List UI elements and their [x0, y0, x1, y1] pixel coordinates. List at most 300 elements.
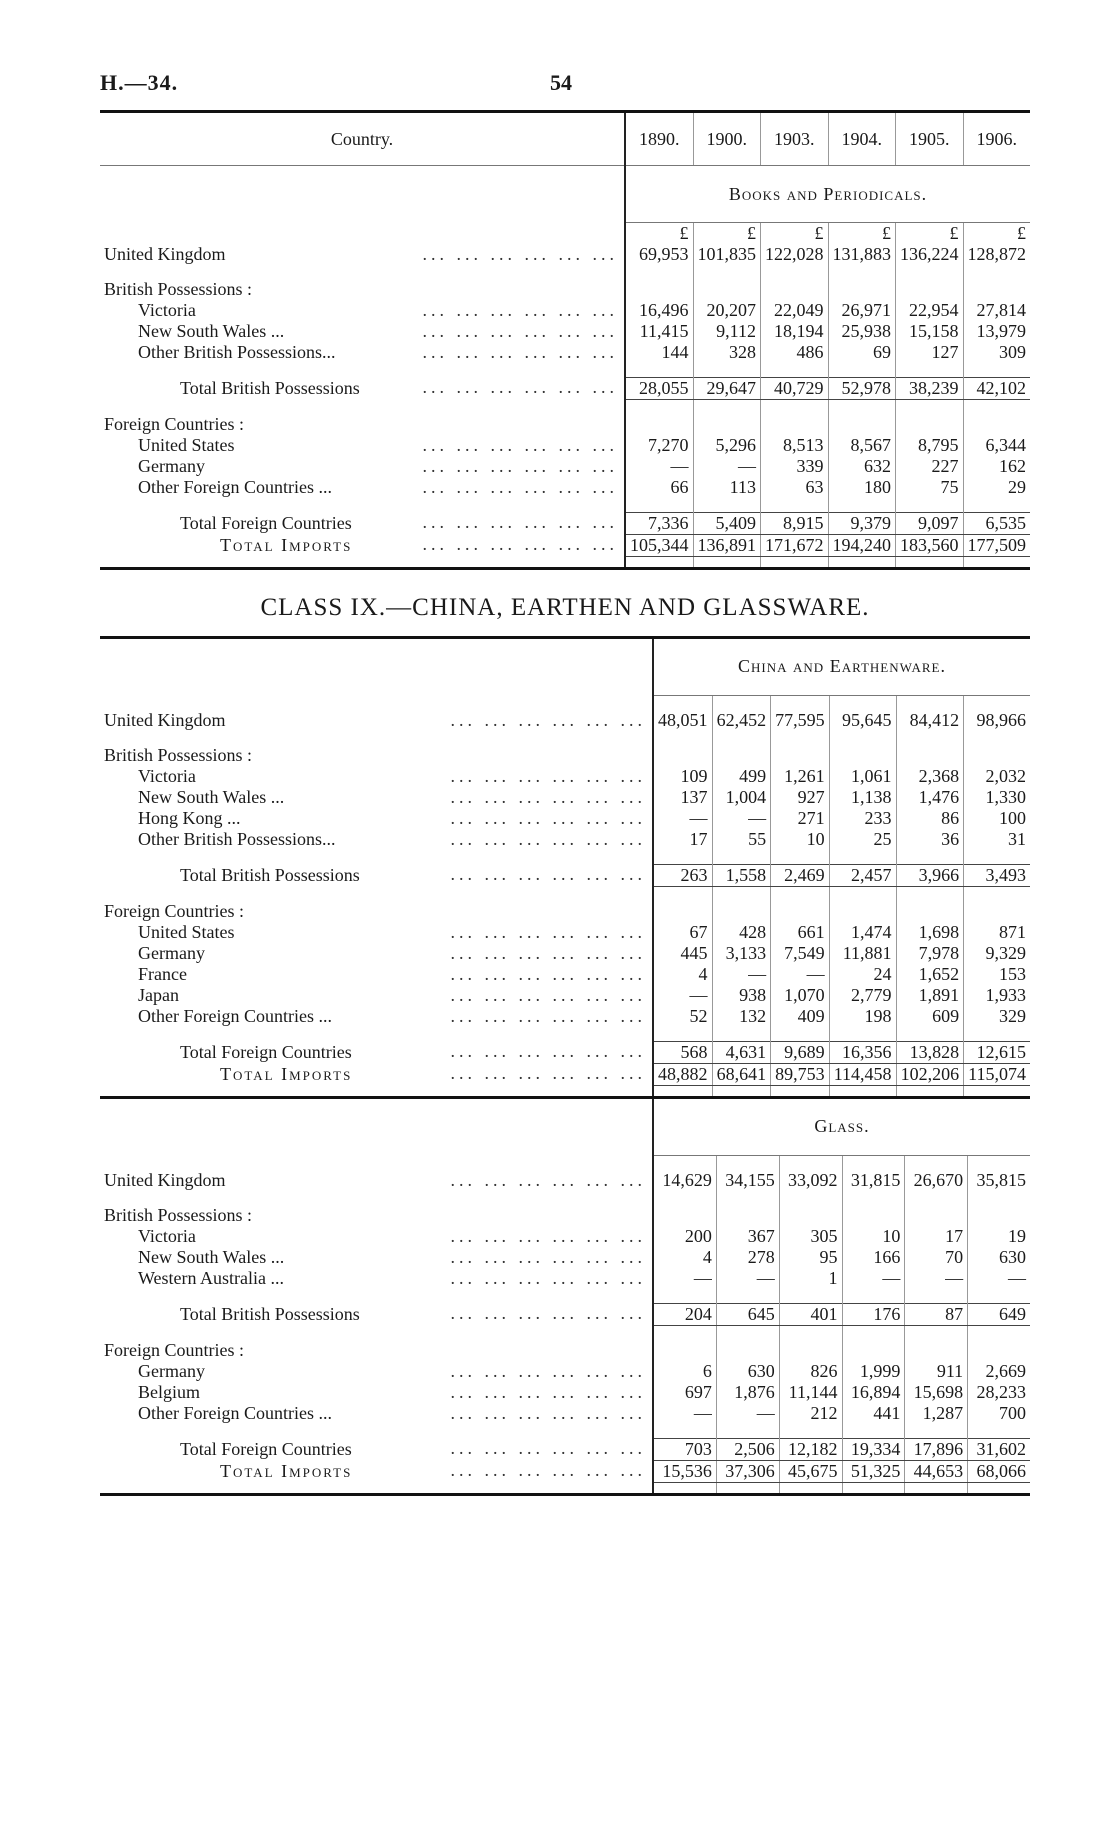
value-cell: 9,112 [693, 321, 761, 342]
value-cell: — [771, 964, 830, 985]
spacer-cell [100, 363, 625, 378]
value-cell: 630 [716, 1361, 779, 1382]
leader-dots: ... ... ... ... ... ... [450, 1169, 646, 1190]
value-cell: 40,729 [761, 377, 829, 399]
value-cell: 2,368 [896, 766, 964, 787]
rule-cell [829, 1085, 896, 1097]
leader-dots: ... ... ... ... ... ... [422, 377, 618, 397]
value-cell: 1,474 [829, 922, 896, 943]
value-cell: 84,412 [896, 710, 964, 731]
spacer-cell [761, 498, 829, 513]
value-cell: 177,509 [963, 534, 1030, 556]
spacer-cell [896, 1027, 964, 1042]
leader-dots: ... ... ... ... ... ... [450, 984, 646, 1005]
spacer-cell [653, 731, 712, 745]
spacer-cell [964, 731, 1030, 745]
spacer-cell [829, 1027, 896, 1042]
spacer-row [100, 399, 1030, 414]
value-cell: 144 [625, 342, 693, 363]
row-label-cell [100, 864, 653, 886]
value-cell: 309 [963, 342, 1030, 363]
table-row [100, 512, 1030, 534]
empty-cell [779, 1205, 842, 1226]
empty-cell [829, 745, 896, 766]
spacer-cell [625, 265, 693, 279]
value-cell: 7,549 [771, 943, 830, 964]
value-cell: 35,815 [968, 1170, 1030, 1191]
spacer-cell [896, 399, 964, 414]
row-label: Foreign Countries : [104, 414, 250, 434]
spacer-cell [829, 695, 896, 710]
group-heading [100, 414, 625, 435]
spacer-cell [829, 731, 896, 745]
spacer-cell [716, 1191, 779, 1205]
glass-table [100, 1099, 1030, 1496]
value-cell: 441 [842, 1403, 905, 1424]
table-row [100, 1403, 1030, 1424]
row-label-cell [100, 1438, 653, 1460]
spacer-cell [100, 265, 625, 279]
row-label-cell [100, 1382, 653, 1403]
empty-cell [829, 901, 896, 922]
rule-cell [625, 556, 693, 568]
value-cell: 1,476 [896, 787, 964, 808]
value-cell: 69 [828, 342, 896, 363]
spacer-cell [693, 363, 761, 378]
value-cell: 100 [964, 808, 1030, 829]
value-cell: 409 [771, 1006, 830, 1027]
table-row [100, 1006, 1030, 1027]
spacer-row [100, 265, 1030, 279]
row-label-cell [100, 300, 625, 321]
spacer-cell [964, 886, 1030, 901]
value-cell: 11,881 [829, 943, 896, 964]
leader-dots: ... ... ... ... ... ... [450, 942, 646, 963]
spacer-cell [905, 1325, 968, 1340]
value-cell: 127 [896, 342, 964, 363]
empty-cell [771, 745, 830, 766]
spacer-cell [968, 1325, 1030, 1340]
row-label: Western Australia ... [138, 1268, 290, 1288]
value-cell: 11,144 [779, 1382, 842, 1403]
closing-rule-row [100, 1085, 1030, 1097]
table-row [100, 477, 1030, 498]
spacer-cell [963, 498, 1030, 513]
row-label: Total Imports [220, 535, 358, 555]
table-row [100, 244, 1030, 265]
spacer-cell [968, 1155, 1030, 1170]
value-cell: 132 [712, 1006, 771, 1027]
table-row [100, 1226, 1030, 1247]
value-cell: 68,641 [712, 1063, 771, 1085]
spacer-cell [896, 498, 964, 513]
table-row [100, 829, 1030, 850]
value-cell: 200 [653, 1226, 716, 1247]
spacer-cell [779, 1289, 842, 1304]
value-cell: 661 [771, 922, 830, 943]
value-cell: 33,092 [779, 1170, 842, 1191]
value-cell: 938 [712, 985, 771, 1006]
value-cell: 339 [761, 456, 829, 477]
spacer-cell [716, 1289, 779, 1304]
spacer-cell [100, 1027, 653, 1042]
group-heading-row [100, 279, 1030, 300]
section-title-row [100, 166, 1030, 223]
row-label: British Possessions : [104, 745, 258, 765]
row-label: Victoria [138, 300, 202, 320]
row-label-cell [100, 342, 625, 363]
spacer-row [100, 498, 1030, 513]
leader-dots: ... ... ... ... ... ... [450, 807, 646, 828]
value-cell: 1,876 [716, 1382, 779, 1403]
row-label-cell [100, 1170, 653, 1191]
row-label-cell [100, 1006, 653, 1027]
spacer-cell [100, 731, 653, 745]
spacer-cell [829, 886, 896, 901]
value-cell: 4,631 [712, 1041, 771, 1063]
value-cell: 52 [653, 1006, 712, 1027]
value-cell: 19,334 [842, 1438, 905, 1460]
table-row [100, 922, 1030, 943]
row-label: France [138, 964, 193, 984]
closing-rule-row [100, 1482, 1030, 1494]
empty-cell [842, 1340, 905, 1361]
leader-dots: ... ... ... ... ... ... [450, 1225, 646, 1246]
value-cell: 37,306 [716, 1460, 779, 1482]
country-column-header: Country. [100, 112, 625, 166]
table-row [100, 377, 1030, 399]
value-cell: 51,325 [842, 1460, 905, 1482]
empty-cell [761, 414, 829, 435]
spacer-cell [964, 850, 1030, 865]
value-cell: 24 [829, 964, 896, 985]
value-cell: 9,097 [896, 512, 964, 534]
value-cell: 22,954 [896, 300, 964, 321]
row-label-cell [100, 477, 625, 498]
value-cell: 25 [829, 829, 896, 850]
value-cell: 4 [653, 964, 712, 985]
value-cell: 8,567 [828, 435, 896, 456]
table-row [100, 710, 1030, 731]
value-cell: 1,558 [712, 864, 771, 886]
value-cell: 128,872 [963, 244, 1030, 265]
row-label: Belgium [138, 1382, 206, 1402]
spacer-row [100, 1424, 1030, 1439]
value-cell: 329 [964, 1006, 1030, 1027]
section-title-row [100, 639, 1030, 696]
value-cell: — [716, 1403, 779, 1424]
value-cell: 271 [771, 808, 830, 829]
currency-row [100, 223, 1030, 244]
rule-cell [968, 1482, 1030, 1494]
empty-cell [968, 1340, 1030, 1361]
value-cell: 428 [712, 922, 771, 943]
rule-cell [653, 1482, 716, 1494]
group-heading [100, 1340, 653, 1361]
spacer-cell [842, 1289, 905, 1304]
value-cell: 48,051 [653, 710, 712, 731]
spacer-cell [905, 1424, 968, 1439]
currency-symbol: £ [761, 223, 829, 244]
row-label: Total Imports [220, 1461, 358, 1481]
value-cell: 1,999 [842, 1361, 905, 1382]
value-cell: 15,698 [905, 1382, 968, 1403]
value-cell: 1 [779, 1268, 842, 1289]
row-label-cell [100, 1268, 653, 1289]
empty-cell [896, 745, 964, 766]
group-heading-row [100, 1340, 1030, 1361]
spacer-cell [100, 695, 653, 710]
group-heading [100, 279, 625, 300]
rule-cell [842, 1482, 905, 1494]
table-row [100, 964, 1030, 985]
leader-dots: ... ... ... ... ... ... [422, 455, 618, 476]
value-cell: 67 [653, 922, 712, 943]
value-cell: 16,496 [625, 300, 693, 321]
value-cell: 204 [653, 1303, 716, 1325]
spacer-row [100, 731, 1030, 745]
table-row [100, 1438, 1030, 1460]
row-label: Germany [138, 1361, 211, 1381]
row-label-cell [100, 922, 653, 943]
group-heading-row [100, 901, 1030, 922]
value-cell: 115,074 [964, 1063, 1030, 1085]
value-cell: 632 [828, 456, 896, 477]
currency-symbol: £ [896, 223, 964, 244]
rule-cell [896, 556, 964, 568]
spacer-row [100, 886, 1030, 901]
spacer-cell [716, 1424, 779, 1439]
spacer-cell [779, 1155, 842, 1170]
value-cell: 153 [964, 964, 1030, 985]
spacer-row [100, 695, 1030, 710]
spacer-cell [842, 1325, 905, 1340]
rule-cell [100, 1482, 653, 1494]
value-cell: 28,233 [968, 1382, 1030, 1403]
value-cell: 609 [896, 1006, 964, 1027]
value-cell: 12,615 [964, 1041, 1030, 1063]
group-heading-row [100, 1205, 1030, 1226]
spacer-row [100, 1325, 1030, 1340]
value-cell: 105,344 [625, 534, 693, 556]
row-label-cell [100, 512, 625, 534]
rule-cell [100, 556, 625, 568]
empty-cell [905, 1205, 968, 1226]
spacer-cell [905, 1289, 968, 1304]
value-cell: 20,207 [693, 300, 761, 321]
leader-dots: ... ... ... ... ... ... [450, 828, 646, 849]
value-cell: 25,938 [828, 321, 896, 342]
empty-cell [761, 279, 829, 300]
value-cell: 98,966 [964, 710, 1030, 731]
value-cell: 69,953 [625, 244, 693, 265]
empty-cell [964, 901, 1030, 922]
value-cell: 48,882 [653, 1063, 712, 1085]
table-row [100, 435, 1030, 456]
spacer-cell [968, 1424, 1030, 1439]
value-cell: 2,469 [771, 864, 830, 886]
value-cell: 55 [712, 829, 771, 850]
value-cell: 29 [963, 477, 1030, 498]
spacer-cell [100, 1325, 653, 1340]
value-cell: 122,028 [761, 244, 829, 265]
value-cell: 52,978 [828, 377, 896, 399]
leader-dots: ... ... ... ... ... ... [422, 512, 618, 532]
spacer-cell [712, 850, 771, 865]
value-cell: 703 [653, 1438, 716, 1460]
blank-label-cell [100, 166, 625, 223]
spacer-cell [653, 1155, 716, 1170]
value-cell: 63 [761, 477, 829, 498]
value-cell: 136,891 [693, 534, 761, 556]
leader-dots: ... ... ... ... ... ... [450, 1381, 646, 1402]
rule-cell [905, 1482, 968, 1494]
empty-cell [828, 279, 896, 300]
row-label: New South Wales ... [138, 321, 290, 341]
value-cell: — [653, 1268, 716, 1289]
value-cell: 4 [653, 1247, 716, 1268]
china-table [100, 639, 1030, 1099]
rule-cell [100, 1085, 653, 1097]
group-heading [100, 745, 653, 766]
group-heading-row [100, 745, 1030, 766]
value-cell: — [712, 964, 771, 985]
value-cell: 101,835 [693, 244, 761, 265]
value-cell: 176 [842, 1303, 905, 1325]
rule-cell [771, 1085, 830, 1097]
spacer-cell [100, 1424, 653, 1439]
value-cell: 19 [968, 1226, 1030, 1247]
value-cell: 7,270 [625, 435, 693, 456]
page [100, 70, 1030, 1496]
spacer-cell [771, 1027, 830, 1042]
row-label-cell [100, 244, 625, 265]
row-label: Other British Possessions... [138, 829, 342, 849]
leader-dots: ... ... ... ... ... ... [450, 1460, 646, 1480]
spacer-cell [896, 850, 964, 865]
leader-dots: ... ... ... ... ... ... [422, 476, 618, 497]
spacer-cell [905, 1155, 968, 1170]
group-heading-row [100, 414, 1030, 435]
row-label: Other Foreign Countries ... [138, 1006, 338, 1026]
value-cell: 113 [693, 477, 761, 498]
value-cell: 86 [896, 808, 964, 829]
value-cell: 1,652 [896, 964, 964, 985]
value-cell: 328 [693, 342, 761, 363]
spacer-cell [653, 1424, 716, 1439]
value-cell: 70 [905, 1247, 968, 1268]
spacer-cell [771, 886, 830, 901]
value-cell: 10 [842, 1226, 905, 1247]
value-cell: 87 [905, 1303, 968, 1325]
empty-cell [653, 901, 712, 922]
value-cell: 2,506 [716, 1438, 779, 1460]
value-cell: 13,979 [963, 321, 1030, 342]
year-column-header: 1906. [963, 112, 1030, 166]
row-label: Foreign Countries : [104, 901, 250, 921]
spacer-row [100, 1155, 1030, 1170]
value-cell: 14,629 [653, 1170, 716, 1191]
leader-dots: ... ... ... ... ... ... [450, 864, 646, 884]
spacer-cell [964, 695, 1030, 710]
spacer-cell [653, 1027, 712, 1042]
closing-rule-row [100, 556, 1030, 568]
spacer-cell [905, 1191, 968, 1205]
table-row [100, 342, 1030, 363]
value-cell: — [653, 808, 712, 829]
row-label-cell [100, 534, 625, 556]
spacer-cell [842, 1191, 905, 1205]
spacer-cell [625, 399, 693, 414]
books-table [100, 110, 1030, 570]
value-cell: — [625, 456, 693, 477]
empty-cell [653, 745, 712, 766]
value-cell: 1,004 [712, 787, 771, 808]
empty-cell [712, 901, 771, 922]
value-cell: 34,155 [716, 1170, 779, 1191]
spacer-cell [968, 1191, 1030, 1205]
table-row [100, 300, 1030, 321]
currency-symbol: £ [625, 223, 693, 244]
value-cell: — [968, 1268, 1030, 1289]
row-label: United Kingdom [104, 1170, 232, 1190]
value-cell: 15,536 [653, 1460, 716, 1482]
section-title-row [100, 1099, 1030, 1156]
empty-cell [963, 279, 1030, 300]
row-label: Hong Kong ... [138, 808, 247, 828]
value-cell: 401 [779, 1303, 842, 1325]
value-cell: 44,653 [905, 1460, 968, 1482]
row-label-cell [100, 1247, 653, 1268]
value-cell: 26,670 [905, 1170, 968, 1191]
empty-cell [625, 414, 693, 435]
value-cell: 630 [968, 1247, 1030, 1268]
value-cell: 75 [896, 477, 964, 498]
value-cell: 16,356 [829, 1041, 896, 1063]
value-cell: 36 [896, 829, 964, 850]
spacer-cell [716, 1155, 779, 1170]
value-cell: — [712, 808, 771, 829]
value-cell: 1,891 [896, 985, 964, 1006]
rule-cell [693, 556, 761, 568]
value-cell: 1,138 [829, 787, 896, 808]
leader-dots: ... ... ... ... ... ... [422, 320, 618, 341]
table-row [100, 766, 1030, 787]
value-cell: 1,330 [964, 787, 1030, 808]
row-label: New South Wales ... [138, 787, 290, 807]
value-cell: 180 [828, 477, 896, 498]
empty-cell [693, 279, 761, 300]
value-cell: 499 [712, 766, 771, 787]
row-label-cell [100, 435, 625, 456]
value-cell: 486 [761, 342, 829, 363]
row-label: United Kingdom [104, 710, 232, 730]
table-row [100, 1382, 1030, 1403]
spacer-cell [693, 265, 761, 279]
empty-cell [896, 901, 964, 922]
row-label: Other Foreign Countries ... [138, 477, 338, 497]
spacer-cell [779, 1424, 842, 1439]
rule-cell [712, 1085, 771, 1097]
value-cell: 131,883 [828, 244, 896, 265]
row-label: British Possessions : [104, 279, 258, 299]
rule-cell [779, 1482, 842, 1494]
value-cell: 305 [779, 1226, 842, 1247]
spacer-row [100, 1191, 1030, 1205]
row-label: Total Foreign Countries [180, 1042, 358, 1062]
value-cell: 22,049 [761, 300, 829, 321]
spacer-cell [829, 850, 896, 865]
